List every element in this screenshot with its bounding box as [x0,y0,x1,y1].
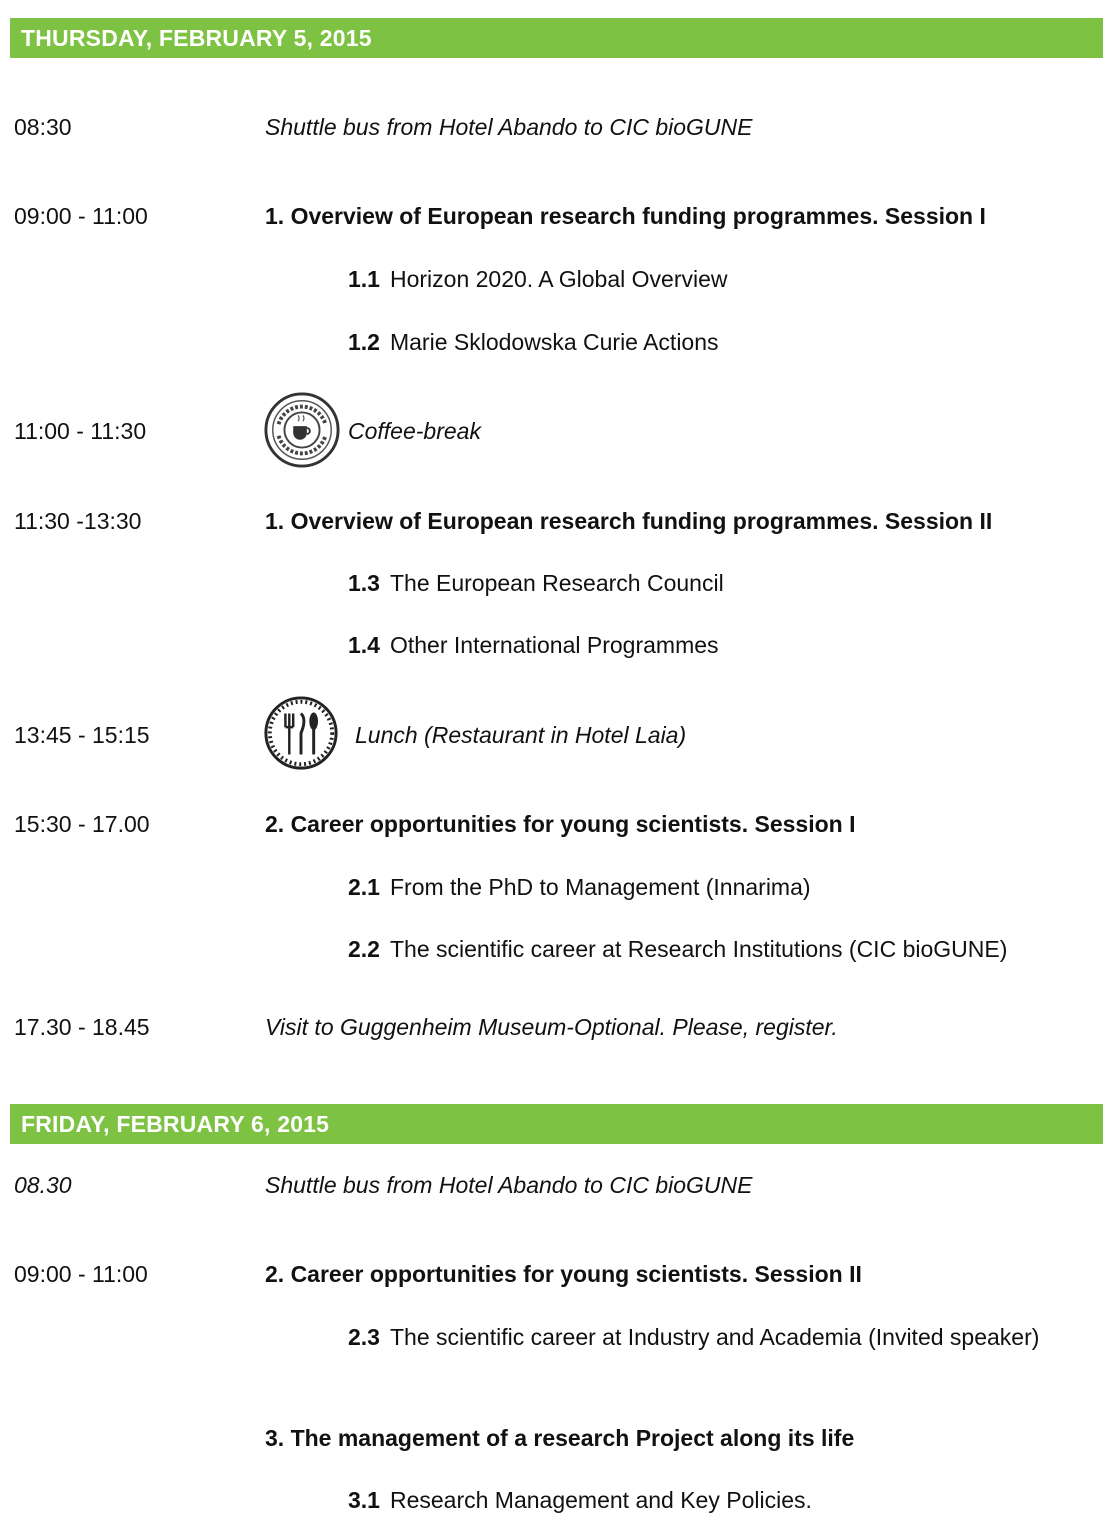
session-title: 2. Career opportunities for young scientists. Session I [265,811,856,837]
subsession-title: Marie Sklodowska Curie Actions [389,329,719,355]
day-header-label: THURSDAY, FEBRUARY 5, 2015 [21,24,372,51]
day-header-friday [10,1104,1103,1144]
event-title: Visit to Guggenheim Museum-Optional. Please, register. [265,1014,838,1040]
subsession-title: Other International Programmes [389,632,719,658]
time-label: 09:00 - 11:00 [14,1261,148,1287]
time-label: 15:30 - 17.00 [14,811,150,837]
subsession-title: Research Management and Key Policies. [389,1487,812,1513]
day-header-label: FRIDAY, FEBRUARY 6, 2015 [21,1110,330,1137]
time-label: 17.30 - 18.45 [14,1014,150,1040]
time-label: 08:30 [14,114,72,140]
subsession-item [348,1486,812,1514]
subsession-title: The scientific career at Industry and Academia (Invited speaker) [389,1324,1040,1350]
subsession-item [348,873,811,901]
event-title: Coffee-break [348,418,481,444]
time-label: 11:00 - 11:30 [14,418,147,444]
subsession-title: The European Research Council [389,570,724,596]
subsession-number: 1.2 [348,329,380,355]
day-header-thursday [10,18,1103,58]
subsession-number: 2.3 [348,1324,380,1350]
subsession-title: The scientific career at Research Institutions (CIC bioGUNE) [389,936,1008,962]
time-label: 09:00 - 11:00 [14,203,148,229]
subsession-title: Horizon 2020. A Global Overview [389,266,728,292]
subsession-item [348,935,1007,963]
time-label: 08.30 [14,1172,72,1198]
subsession-number: 1.4 [348,632,380,658]
session-title: 2. Career opportunities for young scientists. Session II [265,1261,862,1287]
subsession-number: 2.2 [348,936,380,962]
subsession-number: 1.3 [348,570,380,596]
event-title: Lunch (Restaurant in Hotel Laia) [355,722,687,748]
event-title: Shuttle bus from Hotel Abando to CIC bioGUNE [265,1172,753,1198]
subsession-number: 2.1 [348,874,380,900]
subsession-item [348,569,724,597]
event-title: Shuttle bus from Hotel Abando to CIC bioGUNE [265,114,753,140]
time-label: 13:45 - 15:15 [14,722,150,748]
subsession-item [348,631,719,659]
time-label: 11:30 -13:30 [14,508,142,534]
session-title: 1. Overview of European research funding programmes. Session I [265,203,986,229]
session-title: 3. The management of a research Project along its life [265,1425,855,1451]
subsession-item [348,328,719,356]
subsession-number: 3.1 [348,1487,380,1513]
session-title: 1. Overview of European research funding programmes. Session II [265,508,993,534]
subsession-number: 1.1 [348,266,380,292]
cutlery-icon [262,694,340,772]
subsession-item [348,1318,1048,1356]
subsession-title: From the PhD to Management (Innarima) [389,874,811,900]
coffee-break-icon [263,391,341,469]
subsession-item [348,265,728,293]
